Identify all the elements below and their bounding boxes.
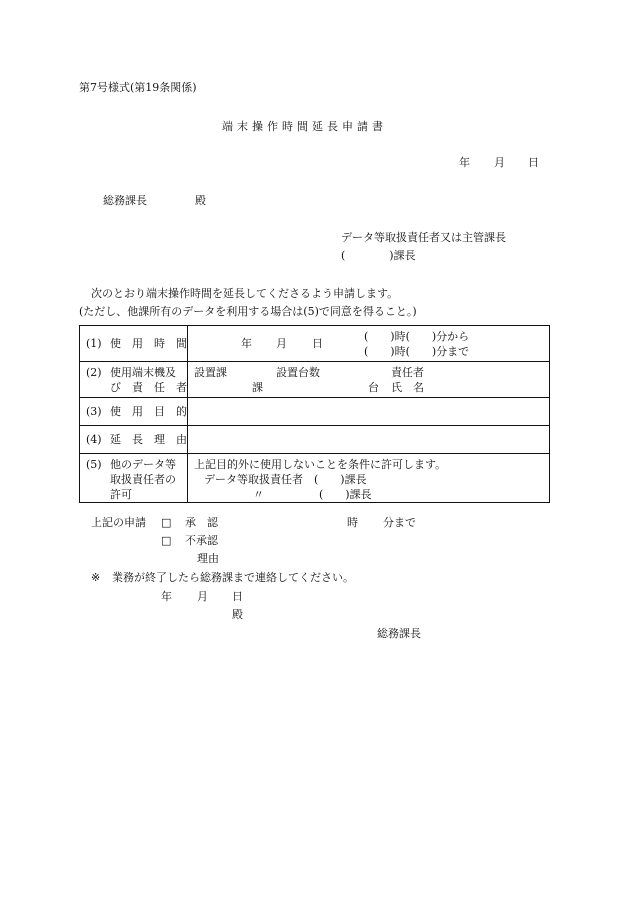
table-row-terminal <box>80 362 550 398</box>
document-title: 端末操作時間延長申請書 <box>222 120 387 133</box>
approve-label: 承 認 <box>185 516 218 529</box>
intro-line-1: 次のとおり端末操作時間を延長してくださるよう申請します。 <box>91 287 399 300</box>
decision-until: 分まで <box>383 516 416 529</box>
purpose-cell[interactable] <box>188 398 550 426</box>
addressee-name: 総務課長 <box>103 194 147 207</box>
usage-date-day: 日 <box>312 337 323 350</box>
note-text: 業務が終了したら総務課まで連絡してください。 <box>112 571 354 584</box>
footer-date-month: 月 <box>197 590 208 603</box>
addressee-honorific: 殿 <box>195 194 206 207</box>
label-cell <box>80 362 188 398</box>
footer-date-day: 日 <box>232 590 243 603</box>
intro-line-2: (ただし、他課所有のデータを利用する場合は(5)で同意を得ること。) <box>79 305 417 318</box>
permission-responsible-2: 〃 ( )課長 <box>253 488 372 501</box>
application-table <box>79 325 550 503</box>
permission-statement: 上記目的外に使用しないことを条件に許可します。 <box>194 458 447 471</box>
footer-honorific: 殿 <box>232 608 243 621</box>
label-cell <box>80 426 188 454</box>
row-number: (4) <box>86 433 102 446</box>
usage-time-from: ( )時( )分から <box>364 330 470 343</box>
form-number: 第7号様式(第19条関係) <box>79 81 197 94</box>
applicant-section: ( )課長 <box>341 249 416 262</box>
row-label-line-1: 使用端末機及 <box>110 366 176 379</box>
usage-time-to: ( )時( )分まで <box>364 345 470 358</box>
footer-date-year: 年 <box>161 590 172 603</box>
permission-responsible-1: データ等取扱責任者 ( )課長 <box>204 473 367 486</box>
header-unit-count: 設置台数 <box>276 366 320 379</box>
approve-checkbox[interactable]: □ <box>161 516 172 529</box>
reject-checkbox[interactable]: □ <box>161 534 172 547</box>
header-date-day: 日 <box>528 156 539 169</box>
row-label-line-3: 許可 <box>110 488 132 501</box>
label-cell <box>80 326 188 362</box>
table-row-reason <box>80 426 550 454</box>
row-number: (1) <box>86 337 102 350</box>
permission-cell[interactable] <box>188 454 550 503</box>
row-label-line-2: び 責 任 者 <box>110 381 187 394</box>
header-installation-section: 設置課 <box>194 366 227 379</box>
row-label-line-2: 取扱責任者の <box>110 473 176 486</box>
reject-label: 不承認 <box>185 534 218 547</box>
unit-name: 氏 名 <box>391 381 424 394</box>
terminal-cell[interactable] <box>188 362 550 398</box>
header-date-month: 月 <box>494 156 505 169</box>
usage-date-year: 年 <box>241 337 252 350</box>
label-cell <box>80 398 188 426</box>
row-number: (2) <box>86 366 102 379</box>
note-mark: ※ <box>91 571 101 584</box>
decision-reason: 理由 <box>197 552 219 565</box>
table-row-purpose <box>80 398 550 426</box>
footer-sender: 総務課長 <box>377 627 421 640</box>
label-cell <box>80 454 188 503</box>
row-number: (3) <box>86 405 102 418</box>
usage-date-month: 月 <box>276 337 287 350</box>
decision-hour: 時 <box>347 516 358 529</box>
table-row-usage-time <box>80 326 550 362</box>
row-number: (5) <box>86 458 102 471</box>
row-label: 延 長 理 由 <box>110 433 187 446</box>
reason-cell[interactable] <box>188 426 550 454</box>
usage-time-cell[interactable] <box>188 326 550 362</box>
row-label-line-1: 他のデータ等 <box>110 458 176 471</box>
unit-section: 課 <box>252 381 263 394</box>
decision-label: 上記の申請 <box>91 516 146 529</box>
row-label: 使 用 目 的 <box>110 405 187 418</box>
row-label: 使 用 時 間 <box>110 337 187 350</box>
unit-count: 台 <box>368 381 379 394</box>
header-responsible: 責任者 <box>391 366 424 379</box>
applicant-role: データ等取扱責任者又は主管課長 <box>341 231 506 244</box>
table-row-permission <box>80 454 550 503</box>
header-date-year: 年 <box>459 156 470 169</box>
